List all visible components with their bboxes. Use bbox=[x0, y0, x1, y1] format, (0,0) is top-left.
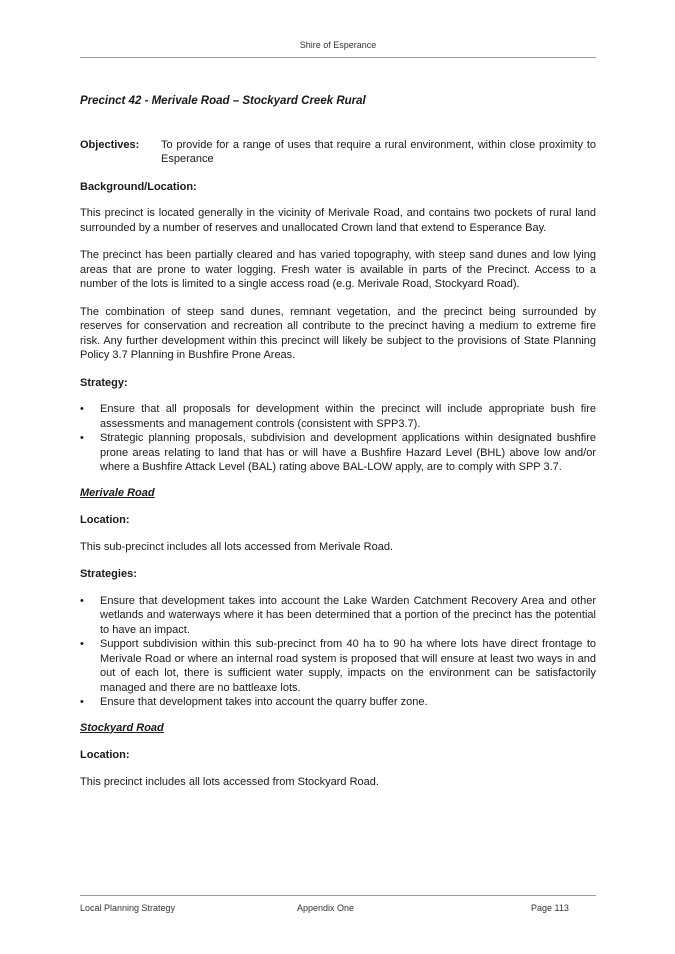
bullet-icon: • bbox=[80, 432, 84, 444]
stockyard-road-heading: Stockyard Road bbox=[80, 721, 164, 734]
background-heading: Background/Location: bbox=[80, 180, 197, 193]
objectives-label: Objectives: bbox=[80, 138, 140, 151]
footer-divider bbox=[80, 895, 596, 896]
background-paragraph-2: The precinct has been partially cleared and has varied topography, with steep sand dunes and low lying areas that are prone to water logging. Fresh water is available in parts of the Precinct. Access to a number of the lots is limited to a single access road (e.g. Merivale Road, Stockyard Road). bbox=[80, 249, 596, 290]
header-divider bbox=[80, 57, 596, 58]
bullet-icon: • bbox=[80, 594, 84, 607]
page-header: Shire of Esperance bbox=[299, 40, 377, 50]
stockyard-location-heading: Location: bbox=[80, 749, 130, 761]
list-item-text: Ensure that all proposals for development within the precinct will include appropriate bush fire assessments and management controls (consistent with SPP3.7). bbox=[100, 403, 596, 430]
merivale-strategies-list bbox=[80, 594, 596, 710]
footer-appendix: Appendix One bbox=[297, 903, 355, 913]
list-item bbox=[80, 431, 596, 475]
merivale-location-heading: Location: bbox=[80, 514, 130, 526]
footer-page-number: Page 113 bbox=[531, 903, 569, 913]
merivale-location-text: This sub-precinct includes all lots accessed from Merivale Road. bbox=[80, 540, 394, 553]
precinct-title: Precinct 42 - Merivale Road – Stockyard Creek Rural bbox=[80, 95, 366, 107]
list-item bbox=[80, 637, 596, 695]
footer-document-title: Local Planning Strategy bbox=[80, 903, 176, 913]
background-paragraph-3: The combination of steep sand dunes, remnant vegetation, and the precinct being surrounded by reserves for conservation and recreation all contribute to the precinct having a medium to extreme fire risk. Any further development within this precinct will likely be subject to the provisions of State Planning Policy 3.7 Planning in Bushfire Prone Areas. bbox=[80, 305, 596, 361]
list-item-text: Strategic planning proposals, subdivision and development applications within designated bushfire prone areas relating to land that has or will have a Bushfire Hazard Level (BHL) above low and/or where a Bushfire Attack Level (BAL) rating above BAL-LOW apply, are to comply with SPP 3.7. bbox=[100, 432, 596, 473]
list-item bbox=[80, 594, 596, 638]
strategy-heading: Strategy: bbox=[80, 376, 128, 389]
objectives-block bbox=[80, 138, 596, 167]
objectives-text: To provide for a range of uses that require a rural environment, within close proximity to Esperance bbox=[161, 138, 596, 165]
list-item bbox=[80, 402, 596, 431]
list-item bbox=[80, 695, 596, 710]
page-content bbox=[80, 94, 596, 802]
bullet-icon: • bbox=[80, 638, 84, 650]
merivale-road-heading: Merivale Road bbox=[80, 486, 155, 499]
bullet-icon: • bbox=[80, 696, 84, 708]
list-item-text: Ensure that development takes into account the Lake Warden Catchment Recovery Area and other wetlands and waterways where it has been determined that a portion of the precinct has the potential to have an impact. bbox=[100, 594, 596, 636]
list-item-text: Support subdivision within this sub-precinct from 40 ha to 90 ha where lots have direct frontage to Merivale Road or where an internal road system is proposed that will ensure at least two ways in and out of each lot, there is sufficient water supply, impacts on the environment can be satisfactorily managed and there are no battleaxe lots. bbox=[100, 638, 596, 694]
bullet-icon: • bbox=[80, 403, 84, 415]
list-item-text: Ensure that development takes into account the quarry buffer zone. bbox=[100, 696, 428, 708]
stockyard-location-text: This precinct includes all lots accessed from Stockyard Road. bbox=[80, 775, 379, 788]
background-paragraph-1: This precinct is located generally in the vicinity of Merivale Road, and contains two pockets of rural land surrounded by a number of reserves and unallocated Crown land that extend to Esperance Bay. bbox=[80, 207, 596, 234]
strategy-list bbox=[80, 402, 596, 475]
merivale-strategies-heading: Strategies: bbox=[80, 568, 137, 580]
